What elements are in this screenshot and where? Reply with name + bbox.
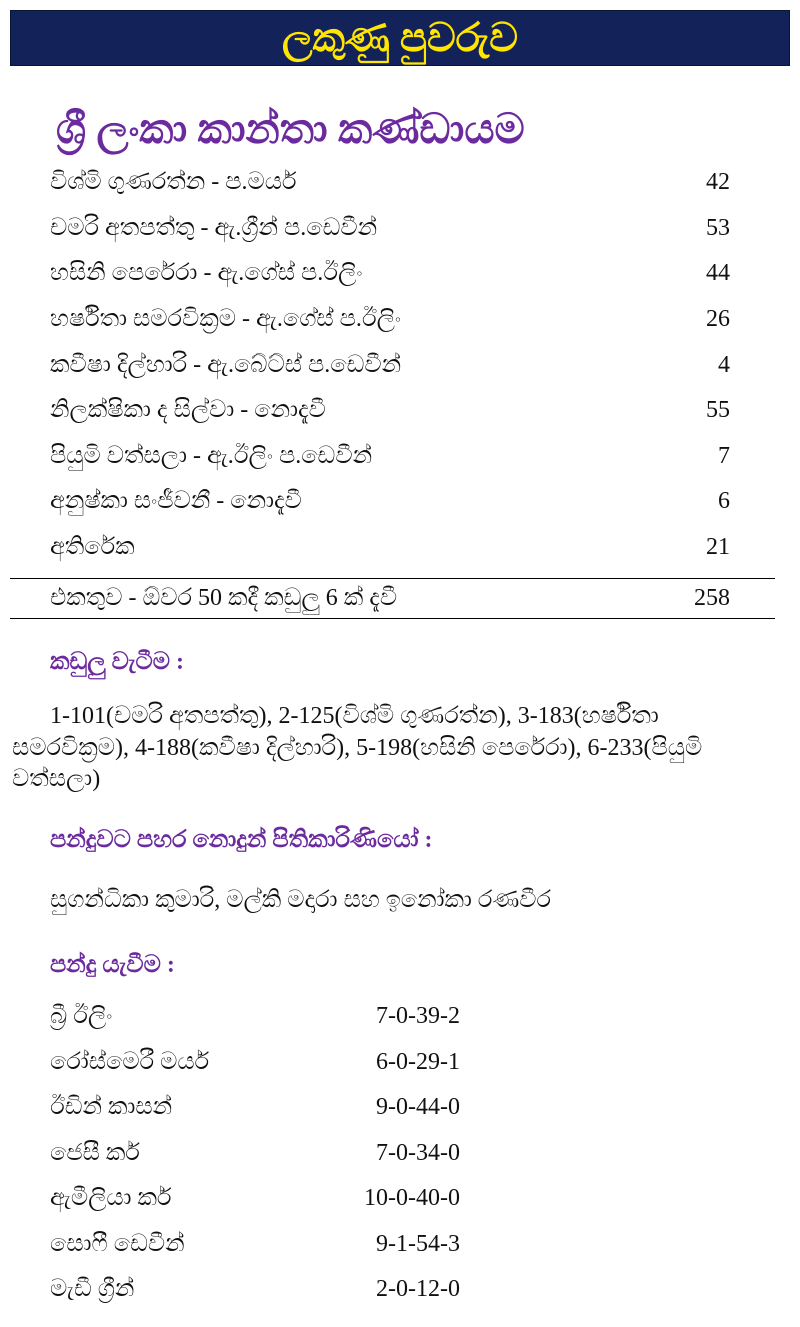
batter-name: චමරි අතපත්තු - ඇ.ග්‍රීන් ප.ඩෙවීන් [50, 214, 378, 241]
batter-name: හසිනි පෙරේරා - ඇ.ගේස් ප.ඊලිං [50, 260, 363, 287]
bowler-figures: 6-0-29-1 [376, 1048, 460, 1075]
fall-of-wickets-text: 1-101(චමරි අතපත්තු), 2-125(විශ්මි ගුණරත්න), 3-183(හර්ෂිතා සමරවික්‍රම), 4-188(කවීෂා දිල්හාරි), 5-198(හසිනි පෙරේරා), 6-233(පියුමි වත්සලා) [12, 703, 703, 792]
batter-name: විශ්මි ගුණරත්න - ප.මයර් [50, 169, 297, 196]
bowling-table [50, 994, 460, 1313]
batter-runs: 4 [718, 351, 730, 378]
bowler-name: ඇමීලියා කර් [50, 1185, 172, 1212]
batting-row [50, 251, 730, 297]
bowler-name: මැඩී ග්‍රීන් [50, 1276, 135, 1303]
bowler-figures: 10-0-40-0 [364, 1185, 460, 1212]
total-label: එකතුව - ඕවර 50 කදී කඩුලු 6 ක් දැවී [50, 585, 398, 611]
total-row [50, 579, 730, 618]
batter-name: අනුෂ්කා සංජීවනී - නොදැවී [50, 488, 302, 515]
bowling-row [50, 1267, 460, 1313]
bowler-figures: 9-1-54-3 [376, 1230, 460, 1257]
bowling-row [50, 1085, 460, 1131]
bowler-name: ඊඩින් කාසන් [50, 1094, 173, 1121]
bowling-row [50, 1131, 460, 1177]
bowling-heading: පන්දු යැවීම : [50, 952, 175, 978]
batter-runs: 42 [706, 169, 730, 196]
scoreboard-banner [10, 10, 790, 66]
bowler-figures: 9-0-44-0 [376, 1094, 460, 1121]
bowling-row [50, 1222, 460, 1268]
fall-of-wickets-heading: කඩුලු වැටීම : [50, 649, 185, 675]
batting-row [50, 479, 730, 525]
total-runs: 258 [694, 585, 730, 611]
batting-table [50, 160, 730, 570]
bowler-name: සොෆී ඩෙවීන් [50, 1230, 185, 1257]
batter-name: නිලක්ෂිකා ද සිල්වා - නොදැවී [50, 397, 326, 424]
extras-label: අතිරේක [50, 534, 135, 561]
bowler-name: බ්‍රී ඊලිං [50, 1003, 113, 1030]
batter-runs: 6 [718, 488, 730, 515]
batter-name: පියුමි වත්සලා - ඇ.ඊලිං ප.ඩෙවීන් [50, 442, 373, 469]
bowler-figures: 2-0-12-0 [376, 1276, 460, 1303]
did-not-bat-heading: පන්දුවට පහර නොදුන් පිතිකාරිණියෝ : [50, 827, 433, 853]
scoreboard-title: ලකුණු පුවරුව [282, 15, 518, 60]
bowling-row [50, 1176, 460, 1222]
team-title: ශ්‍රී ලංකා කාන්තා කණ්ඩායම [56, 107, 525, 153]
extras-row [50, 525, 730, 571]
batter-runs: 55 [706, 397, 730, 424]
batter-runs: 44 [706, 260, 730, 287]
bowling-row [50, 994, 460, 1040]
bowler-figures: 7-0-34-0 [376, 1139, 460, 1166]
batting-row [50, 434, 730, 480]
batting-row [50, 160, 730, 206]
bowler-name: ජෙසී කර් [50, 1139, 140, 1166]
batter-runs: 7 [718, 442, 730, 469]
extras-runs: 21 [706, 534, 730, 561]
batting-row [50, 206, 730, 252]
batter-name: කවීෂා දිල්හාරි - ඇ.බේට්ස් ප.ඩෙවීන් [50, 351, 402, 378]
batter-name: හර්ෂිතා සමරවික්‍රම - ඇ.ගේස් ප.ඊලිං [50, 306, 402, 333]
batter-runs: 26 [706, 306, 730, 333]
bowling-row [50, 1040, 460, 1086]
bowler-figures: 7-0-39-2 [376, 1003, 460, 1030]
batter-runs: 53 [706, 214, 730, 241]
batting-row [50, 297, 730, 343]
did-not-bat-text: සුගන්ධිකා කුමාරි, මල්කි මදාරා සහ ඉනෝකා රණවීර [50, 887, 552, 913]
total-bottom-divider [10, 618, 775, 619]
bowler-name: රෝස්මෙරී මයර් [50, 1048, 210, 1075]
batting-row [50, 388, 730, 434]
batting-row [50, 342, 730, 388]
